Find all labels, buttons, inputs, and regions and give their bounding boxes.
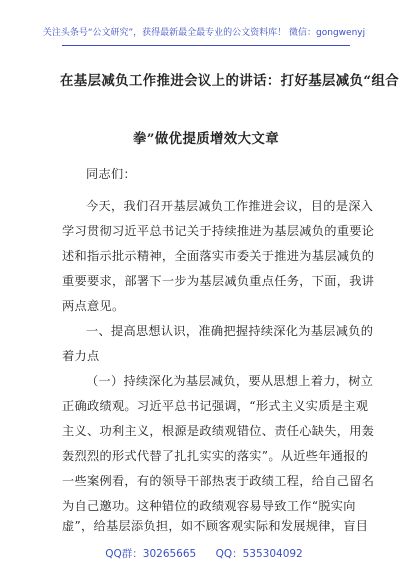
- document-title-line-2: 拳”做优提质增效大文章: [132, 131, 279, 147]
- salutation: 同志们：: [86, 167, 136, 181]
- document-title-line-1: 在基层减负工作推进会议上的讲话：打好基层减负“组合: [60, 73, 400, 89]
- section-heading: 着力点: [62, 349, 100, 363]
- header-divider: [62, 45, 350, 46]
- body-line: 正确政绩观。习近平总书记强调，“形式主义实质是主观: [62, 399, 369, 413]
- body-line: 虚”，给基层添负担，如不顾客观实际和发展规律，盲目: [62, 519, 369, 533]
- body-line: 学习贯彻习近平总书记关于持续推进为基层减负的重要论: [62, 224, 375, 238]
- body-line: 今天，我们召开基层减负工作推进会议，目的是深入: [86, 199, 374, 213]
- footer-qq-group: QQ群：30265665: [105, 548, 197, 560]
- body-line: 轰烈烈的形式代替了扎扎实实的落实”。从近些年通报的: [62, 449, 369, 463]
- body-line: 述和指示批示精神，全面落实市委关于推进为基层减负的: [62, 249, 375, 263]
- header-promo-text: 关注头条号“公文研究”，获得最新最全最专业的公文资料库！ 微信：gongwenyj: [42, 28, 366, 38]
- body-line: 为自己邀功。这种错位的政绩观容易导致工作“脱实向: [62, 499, 356, 513]
- body-line: 两点意见。: [62, 299, 125, 313]
- body-line: 重要要求，部署下一步为基层减负重点任务，下面，我讲: [62, 274, 375, 288]
- section-heading: 一、提高思想认识，准确把握持续深化为基层减负的: [86, 324, 374, 338]
- footer-qq: QQ：535304092: [215, 548, 303, 560]
- body-line: 一些案例看，有的领导干部热衷于政绩工程，给自己留名: [62, 474, 375, 488]
- body-line: 主义、功利主义，根源是政绩观错位、责任心缺失，用轰: [62, 424, 375, 438]
- footer-contact: [0, 546, 408, 561]
- body-line: （一）持续深化为基层减负，要从思想上着力，树立: [86, 374, 374, 388]
